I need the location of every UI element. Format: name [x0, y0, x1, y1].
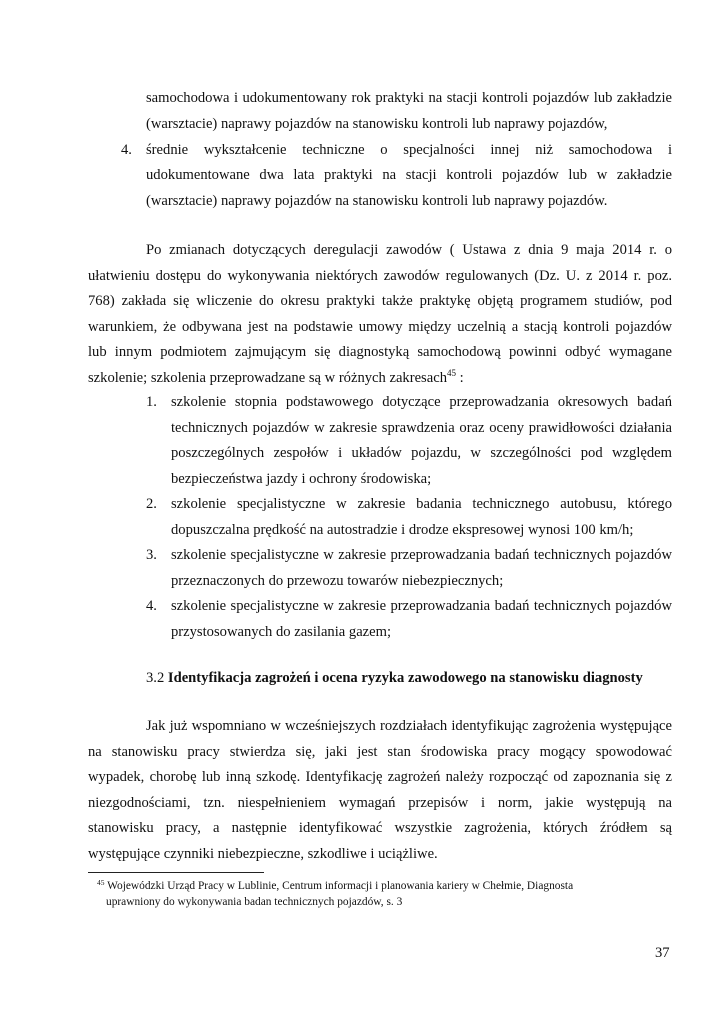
paragraph-line: występujące czynniki niebezpieczne, szkodliwe i uciążliwe. — [88, 846, 438, 862]
list-item-number: 4. — [121, 142, 132, 158]
paragraph-line: ułatwieniu dostępu do wykonywania niektórych zawodów regulowanych (Dz. U. z 2014 r. poz. — [88, 268, 672, 284]
footnote-reference: 45 — [447, 368, 456, 378]
footnote-number: 45 — [97, 878, 105, 887]
training-item-line: bezpieczeństwa jazdy i ochrony środowiska; — [171, 471, 432, 487]
training-item-line: dopuszczalna prędkość na autostradzie i drodze ekspresowej wynosi 100 km/h; — [171, 522, 634, 538]
footnote-continuation: uprawniony do wykonywania badan technicznych pojazdów, s. 3 — [106, 896, 403, 908]
paragraph-line: warunkiem, że odbywana jest na podstawie umowy między uczelnią a stacją kontroli pojazdów — [88, 319, 672, 335]
section-number: 3.2 — [146, 670, 165, 686]
training-item-line: poszczególnych zespołów i układów pojazdu, w szczególności pod względem — [171, 445, 672, 461]
training-item-line: szkolenie specjalistyczne w zakresie przeprowadzania badań technicznych pojazdów — [171, 598, 672, 614]
paragraph-line: stanowisku pracy, a następnie identyfikować wszystkie zagrożenia, których źródłem są — [88, 820, 672, 836]
training-item-line: szkolenie specjalistyczne w zakresie przeprowadzania badań technicznych pojazdów — [171, 547, 672, 563]
list-continuation-line: (warsztacie) naprawy pojazdów na stanowisku kontroli lub naprawy pojazdów, — [146, 116, 608, 132]
list-item-line: (warsztacie) naprawy pojazdów na stanowisku kontroli lub naprawy pojazdów. — [146, 193, 608, 209]
training-item-line: technicznych pojazdów w zakresie sprawdzenia oraz oceny prawidłowości działania — [171, 420, 672, 436]
paragraph-line: Po zmianach dotyczących deregulacji zawodów ( Ustawa z dnia 9 maja 2014 r. o — [146, 242, 672, 258]
paragraph-line: Jak już wspomniano w wcześniejszych rozdziałach identyfikując zagrożenia występujące — [146, 718, 672, 734]
list-item-line: średnie wykształcenie techniczne o specjalności innej niż samochodowa i — [146, 142, 672, 158]
training-item-line: przeznaczonych do przewozu towarów niebezpiecznych; — [171, 573, 504, 589]
paragraph-line — [88, 368, 464, 388]
training-item-line: szkolenie stopnia podstawowego dotyczące przeprowadzania okresowych badań — [171, 394, 672, 410]
footnote-separator — [88, 872, 264, 873]
paragraph-line: lub innym podmiotem zajmującym się diagnostyką samochodową powinni odbyć wymagane — [88, 344, 672, 360]
training-item-number: 3. — [146, 547, 157, 563]
training-item-number: 1. — [146, 394, 157, 410]
paragraph-text: : — [456, 370, 464, 386]
paragraph-line: niezgodnościami, tzn. niespełnieniem wymagań przepisów i norm, jakie występują na — [88, 795, 672, 811]
page-number: 37 — [655, 945, 670, 961]
paragraph-text: szkolenie; szkolenia przeprowadzane są w różnych zakresach — [88, 370, 447, 386]
training-item-number: 4. — [146, 598, 157, 614]
footnote-text: Wojewódzki Urząd Pracy w Lublinie, Centrum informacji i planowania kariery w Chełmie, Diagnosta — [107, 880, 574, 892]
list-item-line: udokumentowane dwa lata praktyki na stacji kontroli pojazdów lub w zakładzie — [146, 167, 672, 183]
training-item-line: przystosowanych do zasilania gazem; — [171, 624, 392, 640]
paragraph-line: 768) zakłada się wliczenie do okresu praktyki także praktykę objętą programem studiów, pod — [88, 293, 672, 309]
paragraph-line: wypadek, chorobę lub inną szkodę. Identyfikację zagrożeń należy rozpocząć od zapoznania się z — [88, 769, 672, 785]
training-item-number: 2. — [146, 496, 157, 512]
training-item-line: szkolenie specjalistyczne w zakresie badania technicznego autobusu, którego — [171, 496, 672, 512]
paragraph-line: na stanowisku pracy stwierdza się, jaki jest stan środowiska pracy mogący spowodować — [88, 744, 672, 760]
section-heading — [146, 668, 643, 688]
section-title: Identyfikacja zagrożeń i ocena ryzyka zawodowego na stanowisku diagnosty — [167, 670, 643, 686]
footnote — [97, 879, 573, 894]
list-continuation-line: samochodowa i udokumentowany rok praktyki na stacji kontroli pojazdów lub zakładzie — [146, 90, 672, 106]
